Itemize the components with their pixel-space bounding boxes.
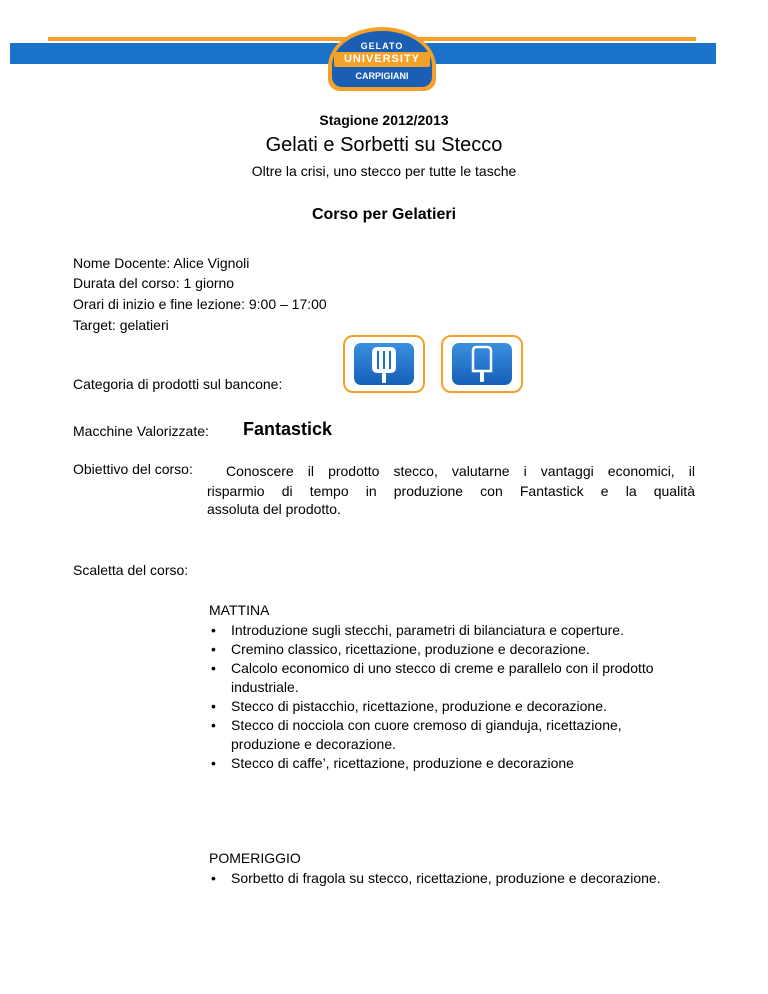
morning-list [209, 621, 689, 773]
course-duration: Durata del corso: 1 giorno [73, 275, 235, 291]
schedule-label: Scaletta del corso: [73, 562, 189, 578]
logo-university-text: UNIVERSITY [334, 52, 430, 67]
list-item: • Stecco di caffe’, ricettazione, produzione e decorazione [209, 754, 689, 773]
morning-heading: MATTINA [209, 602, 270, 618]
gelato-university-logo [328, 27, 436, 91]
course-hours: Orari di inizio e fine lezione: 9:00 – 17:00 [73, 296, 327, 312]
list-item: • Stecco di nocciola con cuore cremoso di gianduja, ricettazione, produzione e decorazione. [209, 716, 689, 754]
category-label: Categoria di prodotti sul bancone: [73, 376, 283, 392]
page-title: Gelati e Sorbetti su Stecco [265, 134, 503, 156]
teacher-name: Nome Docente: Alice Vignoli [73, 255, 250, 271]
machine-name: Fantastick [243, 419, 333, 439]
list-item: • Introduzione sugli stecchi, parametri di bilanciatura e coperture. [209, 621, 689, 640]
popsicle-dipped-icon [343, 335, 425, 393]
list-item: • Sorbetto di fragola su stecco, ricettazione, produzione e decorazione. [209, 869, 689, 888]
page-subtitle: Oltre la crisi, uno stecco per tutte le tasche [251, 163, 517, 179]
popsicle-glyph [465, 345, 499, 385]
objective-line-2: risparmio di tempo in produzione con Fantastick e la qualità [207, 483, 695, 499]
popsicle-dipped-glyph [367, 345, 401, 385]
course-target: Target: gelatieri [73, 317, 169, 333]
objective-line-1: Conoscere il prodotto stecco, valutarne i vantaggi economici, il [226, 463, 695, 479]
list-item: • Cremino classico, ricettazione, produzione e decorazione. [209, 640, 689, 659]
season: Stagione 2012/2013 [319, 112, 449, 128]
list-item: • Calcolo economico di uno stecco di creme e parallelo con il prodotto industriale. [209, 659, 689, 697]
course-type-heading: Corso per Gelatieri [311, 206, 457, 223]
machines-label: Macchine Valorizzate: [73, 423, 209, 439]
popsicle-icon [441, 335, 523, 393]
logo-gelato-text: GELATO [360, 41, 404, 51]
afternoon-heading: POMERIGGIO [209, 850, 301, 866]
list-item: • Stecco di pistacchio, ricettazione, produzione e decorazione. [209, 697, 689, 716]
objective-label: Obiettivo del corso: [73, 461, 193, 477]
logo-carpigiani-text: CARPIGIANI [355, 71, 409, 81]
objective-line-3: assoluta del prodotto. [207, 501, 341, 517]
afternoon-list [209, 869, 689, 888]
